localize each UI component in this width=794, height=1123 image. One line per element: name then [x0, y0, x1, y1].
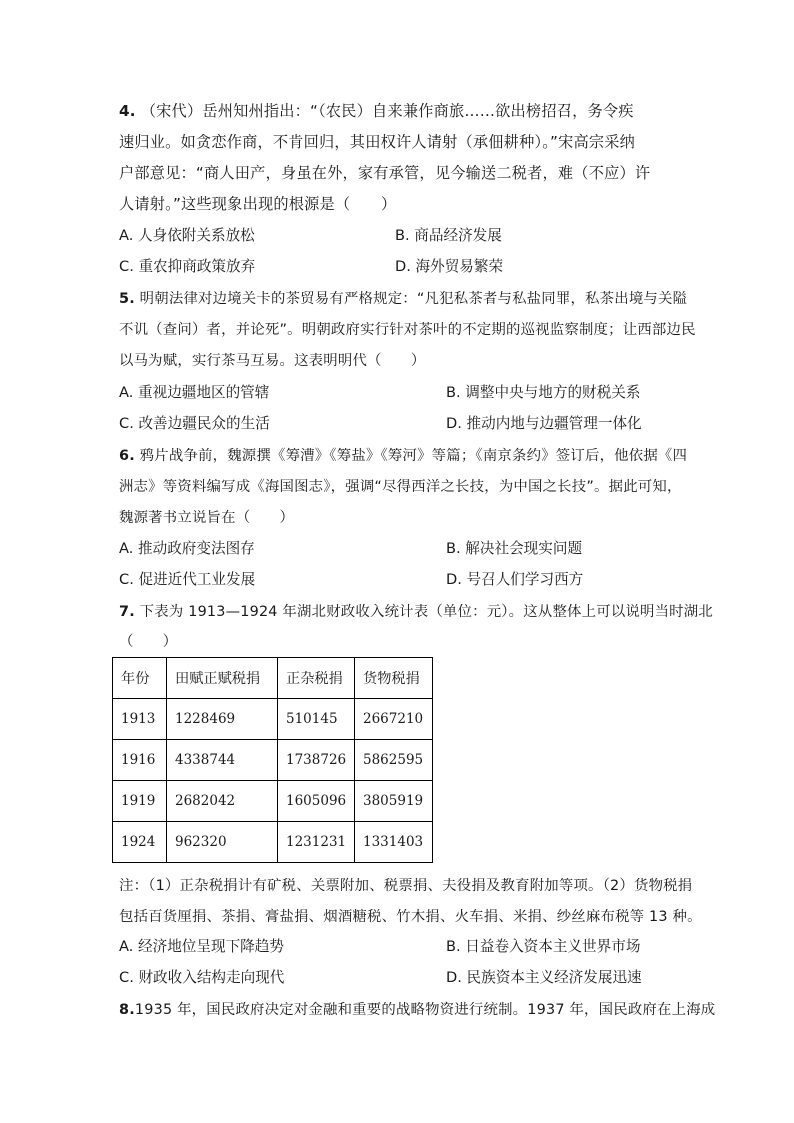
q7-option-a: A. 经济地位呈现下降趋势	[119, 938, 284, 955]
q7-line-1: 7. 下表为 1913—1924 年湖北财政收入统计表（单位：元）。这从整体上可以说明当时湖北	[119, 604, 713, 620]
q5-line-3: 以马为赋，实行茶马互易。这表明明代（ ）	[119, 353, 426, 369]
q5-line-2: 不讥（查问）者，并论死”。明朝政府实行针对茶叶的不定期的巡视监察制度；让西部边民	[119, 322, 696, 338]
revenue-table	[112, 657, 433, 863]
q4-line-2: 速归业。如贪恋作商，不肯回归，其田权许人请射（承佃耕种）。”宋高宗采纳	[119, 133, 636, 151]
q5-option-c: C. 改善边疆民众的生活	[119, 415, 270, 432]
table-cell: 2667210	[355, 699, 433, 740]
q4-option-b: B. 商品经济发展	[395, 227, 502, 244]
table-row	[113, 740, 433, 781]
table-row	[113, 781, 433, 822]
table-row	[113, 699, 433, 740]
table-cell: 3805919	[355, 781, 433, 822]
q7-note-line-2: 包括百货厘捐、茶捐、膏盐捐、烟酒糖税、竹木捐、火车捐、米捐、纱丝麻布税等 13 种。	[119, 909, 702, 925]
q6-line-3: 魏源著书立说旨在（ ）	[119, 510, 295, 526]
table-header-cell: 正杂税捐	[278, 658, 355, 699]
q6-option-a: A. 推动政府变法图存	[119, 540, 255, 557]
q6-line-2: 洲志》等资料编写成《海国图志》，强调“尽得西洋之长技，为中国之长技”。据此可知，	[119, 479, 682, 495]
q7-option-d: D. 民族资本主义经济发展迅速	[446, 969, 642, 986]
table-cell: 1913	[113, 699, 167, 740]
q4-line-1: 4. （宋代）岳州知州指出：“（农民）自来兼作商旅……欲出榜招召，务令疾	[119, 102, 634, 120]
table-cell: 1228469	[167, 699, 278, 740]
table-cell: 2682042	[167, 781, 278, 822]
q4-line-4: 人请射。”这些现象出现的根源是（ ）	[119, 195, 397, 213]
q5-option-b: B. 调整中央与地方的财税关系	[446, 384, 641, 401]
q5-option-a: A. 重视边疆地区的管辖	[119, 384, 270, 401]
q6-option-d: D. 号召人们学习西方	[446, 571, 584, 588]
table-cell: 1916	[113, 740, 167, 781]
table-cell: 5862595	[355, 740, 433, 781]
q4-option-d: D. 海外贸易繁荣	[395, 258, 504, 275]
table-cell: 1924	[113, 822, 167, 863]
table-cell: 1331403	[355, 822, 433, 863]
table-cell: 4338744	[167, 740, 278, 781]
table-header-row	[113, 658, 433, 699]
q6-option-c: C. 促进近代工业发展	[119, 571, 256, 588]
table-cell: 1738726	[278, 740, 355, 781]
table-cell: 1919	[113, 781, 167, 822]
q8-line-1: 8.1935 年，国民政府决定对金融和重要的战略物资进行统制。1937 年，国民政府在上海成	[119, 1002, 716, 1018]
table-cell: 1605096	[278, 781, 355, 822]
q7-option-b: B. 日益卷入资本主义世界市场	[446, 938, 641, 955]
table-row	[113, 822, 433, 863]
table-header-cell: 田赋正赋税捐	[167, 658, 278, 699]
table-cell: 510145	[278, 699, 355, 740]
q7-line-2: （ ）	[119, 634, 178, 650]
q4-option-c: C. 重农抑商政策放弃	[119, 258, 256, 275]
q7-note-line-1: 注：（1）正杂税捐计有矿税、关票附加、税票捐、夫役捐及教育附加等项。（2）货物税捐	[119, 878, 693, 894]
q6-option-b: B. 解决社会现实问题	[446, 540, 583, 557]
q4-line-3: 户部意见：“商人田产，身虽在外，家有承管，见今输送二税者，难（不应）许	[119, 164, 651, 182]
table-header-cell: 货物税捐	[355, 658, 433, 699]
q4-option-a: A. 人身依附关系放松	[119, 227, 255, 244]
table-header-cell: 年份	[113, 658, 167, 699]
q6-line-1: 6. 鸦片战争前，魏源撰《筹漕》《筹盐》《筹河》等篇；《南京条约》签订后，他依据《四	[119, 448, 688, 464]
table-cell: 1231231	[278, 822, 355, 863]
q7-option-c: C. 财政收入结构走向现代	[119, 969, 285, 986]
q5-line-1: 5. 明朝法律对边境关卡的茶贸易有严格规定：“凡犯私茶者与私盐同罪，私茶出境与关隘	[119, 291, 688, 307]
table-cell: 962320	[167, 822, 278, 863]
q5-option-d: D. 推动内地与边疆管理一体化	[446, 415, 642, 432]
